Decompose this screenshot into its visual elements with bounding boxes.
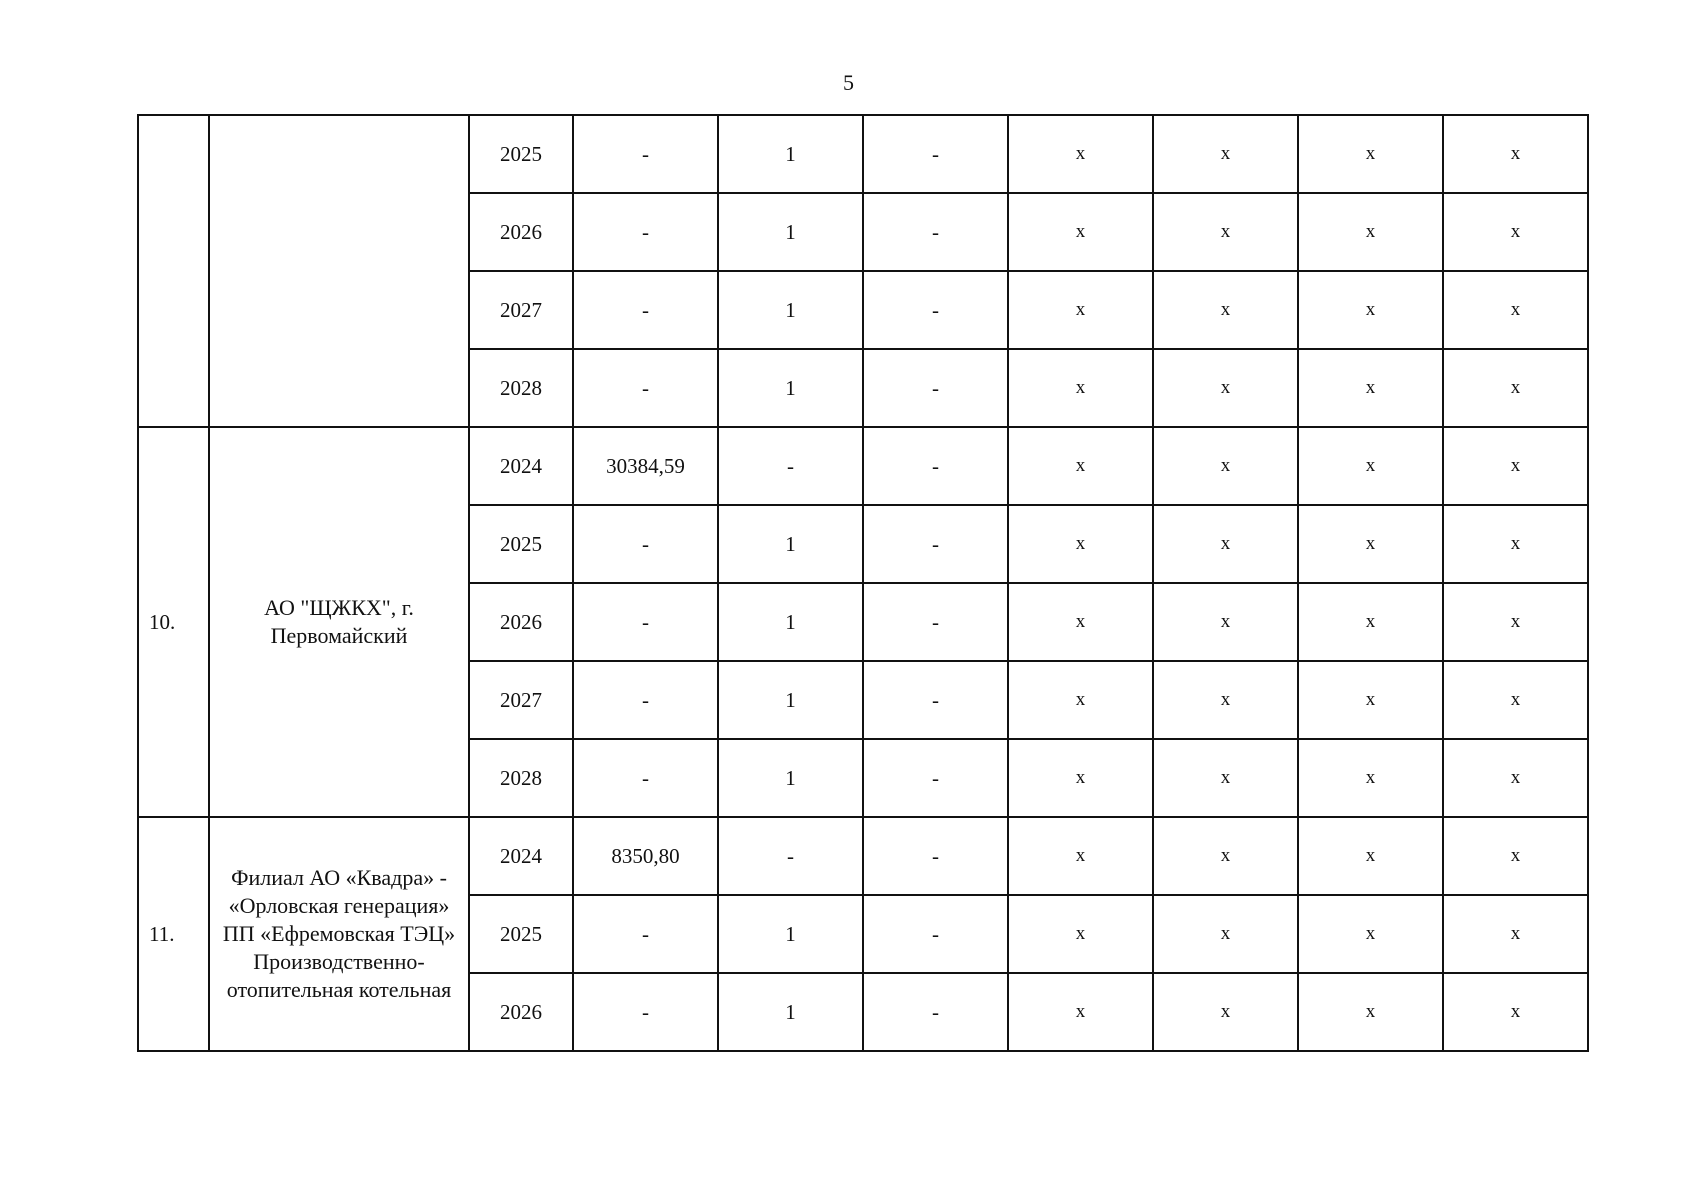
year-cell: 2028 — [469, 739, 573, 817]
value-cell-4: x — [1008, 271, 1153, 349]
value-cell-2: 1 — [718, 349, 863, 427]
value-cell-1: - — [573, 349, 718, 427]
value-cell-3: - — [863, 427, 1008, 505]
value-cell-2: 1 — [718, 505, 863, 583]
value-cell-7: x — [1443, 739, 1588, 817]
value-cell-5: x — [1153, 193, 1298, 271]
value-cell-5: x — [1153, 661, 1298, 739]
value-cell-3: - — [863, 271, 1008, 349]
value-cell-7: x — [1443, 817, 1588, 895]
value-cell-4: x — [1008, 895, 1153, 973]
value-cell-3: - — [863, 193, 1008, 271]
value-cell-7: x — [1443, 973, 1588, 1051]
year-cell: 2025 — [469, 115, 573, 193]
year-cell: 2026 — [469, 583, 573, 661]
value-cell-6: x — [1298, 973, 1443, 1051]
value-cell-6: x — [1298, 193, 1443, 271]
value-cell-2: 1 — [718, 115, 863, 193]
value-cell-1: - — [573, 583, 718, 661]
table-row — [138, 115, 1588, 193]
organization-cell: Филиал АО «Квадра» - «Орловская генерация» ПП «Ефремовская ТЭЦ» Производственно-отопительная котельная — [209, 817, 469, 1051]
value-cell-1: 30384,59 — [573, 427, 718, 505]
value-cell-3: - — [863, 661, 1008, 739]
value-cell-2: - — [718, 817, 863, 895]
value-cell-7: x — [1443, 427, 1588, 505]
page-number: 5 — [843, 70, 854, 95]
row-number-cell: 10. — [138, 427, 209, 817]
value-cell-6: x — [1298, 115, 1443, 193]
year-cell: 2025 — [469, 505, 573, 583]
value-cell-1: - — [573, 271, 718, 349]
value-cell-7: x — [1443, 271, 1588, 349]
value-cell-5: x — [1153, 583, 1298, 661]
value-cell-6: x — [1298, 427, 1443, 505]
value-cell-1: - — [573, 115, 718, 193]
value-cell-3: - — [863, 583, 1008, 661]
organization-cell: АО "ЩЖКХ", г. Первомайский — [209, 427, 469, 817]
value-cell-6: x — [1298, 817, 1443, 895]
value-cell-1: - — [573, 973, 718, 1051]
value-cell-5: x — [1153, 427, 1298, 505]
organization-cell — [209, 115, 469, 427]
value-cell-2: 1 — [718, 973, 863, 1051]
value-cell-7: x — [1443, 661, 1588, 739]
value-cell-3: - — [863, 817, 1008, 895]
value-cell-1: - — [573, 193, 718, 271]
value-cell-4: x — [1008, 583, 1153, 661]
table-row — [138, 427, 1588, 505]
year-cell: 2024 — [469, 817, 573, 895]
value-cell-3: - — [863, 895, 1008, 973]
value-cell-4: x — [1008, 973, 1153, 1051]
value-cell-5: x — [1153, 973, 1298, 1051]
value-cell-7: x — [1443, 193, 1588, 271]
year-cell: 2026 — [469, 973, 573, 1051]
value-cell-6: x — [1298, 583, 1443, 661]
value-cell-3: - — [863, 973, 1008, 1051]
value-cell-7: x — [1443, 583, 1588, 661]
value-cell-7: x — [1443, 349, 1588, 427]
year-cell: 2028 — [469, 349, 573, 427]
table-body — [138, 115, 1588, 1051]
value-cell-2: 1 — [718, 193, 863, 271]
year-cell: 2026 — [469, 193, 573, 271]
value-cell-6: x — [1298, 661, 1443, 739]
data-table — [137, 114, 1589, 1052]
value-cell-4: x — [1008, 427, 1153, 505]
value-cell-1: - — [573, 739, 718, 817]
value-cell-5: x — [1153, 115, 1298, 193]
value-cell-5: x — [1153, 817, 1298, 895]
value-cell-7: x — [1443, 505, 1588, 583]
value-cell-2: 1 — [718, 739, 863, 817]
table-row — [138, 817, 1588, 895]
value-cell-6: x — [1298, 895, 1443, 973]
value-cell-1: 8350,80 — [573, 817, 718, 895]
value-cell-7: x — [1443, 115, 1588, 193]
value-cell-5: x — [1153, 349, 1298, 427]
row-number-cell: 11. — [138, 817, 209, 1051]
year-cell: 2024 — [469, 427, 573, 505]
value-cell-1: - — [573, 505, 718, 583]
year-cell: 2027 — [469, 271, 573, 349]
year-cell: 2025 — [469, 895, 573, 973]
value-cell-4: x — [1008, 349, 1153, 427]
value-cell-2: - — [718, 427, 863, 505]
value-cell-3: - — [863, 739, 1008, 817]
value-cell-4: x — [1008, 739, 1153, 817]
value-cell-6: x — [1298, 349, 1443, 427]
value-cell-3: - — [863, 115, 1008, 193]
value-cell-5: x — [1153, 505, 1298, 583]
value-cell-6: x — [1298, 505, 1443, 583]
value-cell-6: x — [1298, 271, 1443, 349]
value-cell-5: x — [1153, 739, 1298, 817]
value-cell-1: - — [573, 661, 718, 739]
value-cell-2: 1 — [718, 271, 863, 349]
value-cell-5: x — [1153, 271, 1298, 349]
row-number-cell — [138, 115, 209, 427]
value-cell-6: x — [1298, 739, 1443, 817]
value-cell-5: x — [1153, 895, 1298, 973]
year-cell: 2027 — [469, 661, 573, 739]
value-cell-2: 1 — [718, 661, 863, 739]
value-cell-3: - — [863, 505, 1008, 583]
value-cell-2: 1 — [718, 583, 863, 661]
value-cell-4: x — [1008, 193, 1153, 271]
value-cell-7: x — [1443, 895, 1588, 973]
value-cell-1: - — [573, 895, 718, 973]
value-cell-4: x — [1008, 505, 1153, 583]
value-cell-4: x — [1008, 115, 1153, 193]
value-cell-4: x — [1008, 817, 1153, 895]
value-cell-4: x — [1008, 661, 1153, 739]
value-cell-2: 1 — [718, 895, 863, 973]
value-cell-3: - — [863, 349, 1008, 427]
